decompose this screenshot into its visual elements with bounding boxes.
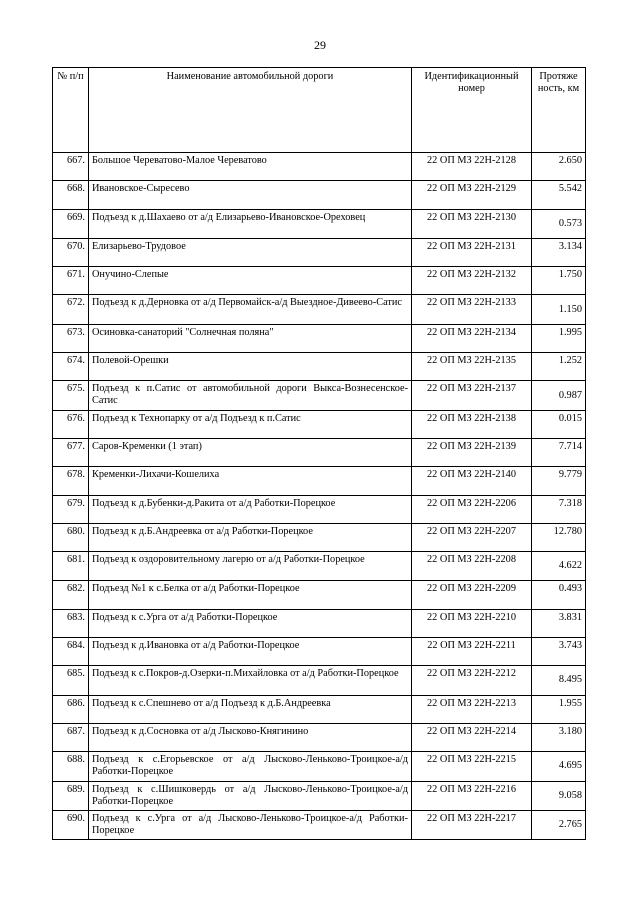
road-name: Подъезд к д.Б.Андреевка от а/д Работки-Порецкое	[89, 523, 412, 551]
header-identification-number: Идентификационный номер	[412, 68, 532, 153]
road-name: Осиновка-санаторий "Солнечная поляна"	[89, 324, 412, 352]
table-row	[53, 267, 586, 295]
row-number: 679.	[53, 495, 89, 523]
road-length: 0.987	[532, 381, 586, 410]
row-number: 688.	[53, 752, 89, 781]
road-id: 22 ОП МЗ 22Н-2139	[412, 438, 532, 466]
table-row	[53, 695, 586, 723]
road-length: 0.015	[532, 410, 586, 438]
road-name: Подъезд к с.Урга от а/д Работки-Порецкое	[89, 609, 412, 637]
road-length: 2.765	[532, 810, 586, 839]
road-id: 22 ОП МЗ 22Н-2137	[412, 381, 532, 410]
row-number: 690.	[53, 810, 89, 839]
road-length: 4.622	[532, 552, 586, 581]
table-row	[53, 438, 586, 466]
road-length: 1.750	[532, 267, 586, 295]
road-id: 22 ОП МЗ 22Н-2132	[412, 267, 532, 295]
road-id: 22 ОП МЗ 22Н-2129	[412, 181, 532, 209]
table-row	[53, 410, 586, 438]
road-name: Кременки-Лихачи-Кошелиха	[89, 467, 412, 495]
road-name: Полевой-Орешки	[89, 353, 412, 381]
table-row	[53, 609, 586, 637]
road-name: Подъезд к п.Сатис от автомобильной дороги Выкса-Вознесенское-Сатис	[89, 381, 412, 410]
road-name: Подъезд к оздоровительному лагерю от а/д Работки-Порецкое	[89, 552, 412, 581]
road-name: Саров-Кременки (1 этап)	[89, 438, 412, 466]
table-row	[53, 295, 586, 324]
page-number: 29	[314, 38, 326, 52]
road-name: Подъезд к д.Дерновка от а/д Первомайск-а/д Выездное-Дивеево-Сатис	[89, 295, 412, 324]
row-number: 667.	[53, 153, 89, 181]
row-number: 677.	[53, 438, 89, 466]
road-id: 22 ОП МЗ 22Н-2206	[412, 495, 532, 523]
road-length: 0.493	[532, 581, 586, 609]
row-number: 686.	[53, 695, 89, 723]
road-id: 22 ОП МЗ 22Н-2213	[412, 695, 532, 723]
road-length: 3.180	[532, 723, 586, 751]
road-id: 22 ОП МЗ 22Н-2215	[412, 752, 532, 781]
row-number: 673.	[53, 324, 89, 352]
road-length: 1.150	[532, 295, 586, 324]
road-id: 22 ОП МЗ 22Н-2217	[412, 810, 532, 839]
road-id: 22 ОП МЗ 22Н-2214	[412, 723, 532, 751]
road-length: 1.955	[532, 695, 586, 723]
road-id: 22 ОП МЗ 22Н-2138	[412, 410, 532, 438]
table-row	[53, 495, 586, 523]
table-row	[53, 153, 586, 181]
row-number: 668.	[53, 181, 89, 209]
row-number: 669.	[53, 209, 89, 238]
road-id: 22 ОП МЗ 22Н-2133	[412, 295, 532, 324]
table-row	[53, 638, 586, 666]
road-length: 7.714	[532, 438, 586, 466]
road-length: 3.134	[532, 238, 586, 266]
table-row	[53, 752, 586, 781]
road-length: 1.995	[532, 324, 586, 352]
table-row	[53, 467, 586, 495]
road-name: Подъезд к д.Бубенки-д.Ракита от а/д Работки-Порецкое	[89, 495, 412, 523]
row-number: 676.	[53, 410, 89, 438]
road-length: 3.743	[532, 638, 586, 666]
road-id: 22 ОП МЗ 22Н-2140	[412, 467, 532, 495]
road-name: Подъезд к Технопарку от а/д Подъезд к п.Сатис	[89, 410, 412, 438]
table-row	[53, 353, 586, 381]
road-length: 9.058	[532, 781, 586, 810]
road-length: 12.780	[532, 523, 586, 551]
road-name: Подъезд к с.Спешнево от а/д Подъезд к д.Б.Андреевка	[89, 695, 412, 723]
header-road-name: Наименование автомобильной дороги	[89, 68, 412, 153]
road-name: Подъезд к с.Шишковердь от а/д Лысково-Леньково-Троицкое-а/д Работки-Порецкое	[89, 781, 412, 810]
road-id: 22 ОП МЗ 22Н-2212	[412, 666, 532, 695]
table-row	[53, 324, 586, 352]
road-length: 0.573	[532, 209, 586, 238]
road-name: Большое Череватово-Малое Череватово	[89, 153, 412, 181]
road-name: Ивановское-Сыресево	[89, 181, 412, 209]
road-name: Подъезд к д.Сосновка от а/д Лысково-Княгинино	[89, 723, 412, 751]
road-name: Подъезд к с.Покров-д.Озерки-п.Михайловка от а/д Работки-Порецкое	[89, 666, 412, 695]
row-number: 681.	[53, 552, 89, 581]
road-name: Подъезд к с.Егорьевское от а/д Лысково-Леньково-Троицкое-а/д Работки-Порецкое	[89, 752, 412, 781]
row-number: 683.	[53, 609, 89, 637]
row-number: 672.	[53, 295, 89, 324]
road-length: 5.542	[532, 181, 586, 209]
row-number: 671.	[53, 267, 89, 295]
road-length: 7.318	[532, 495, 586, 523]
table-row	[53, 810, 586, 839]
table-body	[53, 153, 586, 840]
road-id: 22 ОП МЗ 22Н-2130	[412, 209, 532, 238]
row-number: 680.	[53, 523, 89, 551]
row-number: 689.	[53, 781, 89, 810]
road-name: Подъезд №1 к с.Белка от а/д Работки-Порецкое	[89, 581, 412, 609]
row-number: 684.	[53, 638, 89, 666]
row-number: 687.	[53, 723, 89, 751]
table-row	[53, 581, 586, 609]
road-length: 8.495	[532, 666, 586, 695]
header-number: № п/п	[53, 68, 89, 153]
table-row	[53, 209, 586, 238]
road-length: 1.252	[532, 353, 586, 381]
row-number: 675.	[53, 381, 89, 410]
road-id: 22 ОП МЗ 22Н-2207	[412, 523, 532, 551]
table-header-row	[53, 68, 586, 153]
road-id: 22 ОП МЗ 22Н-2128	[412, 153, 532, 181]
road-length: 9.779	[532, 467, 586, 495]
road-name: Елизарьево-Трудовое	[89, 238, 412, 266]
road-id: 22 ОП МЗ 22Н-2208	[412, 552, 532, 581]
road-id: 22 ОП МЗ 22Н-2131	[412, 238, 532, 266]
table-row	[53, 381, 586, 410]
road-name: Подъезд к д.Ивановка от а/д Работки-Порецкое	[89, 638, 412, 666]
road-name: Подъезд к д.Шахаево от а/д Елизарьево-Ивановское-Ореховец	[89, 209, 412, 238]
road-id: 22 ОП МЗ 22Н-2211	[412, 638, 532, 666]
table-row	[53, 781, 586, 810]
road-id: 22 ОП МЗ 22Н-2135	[412, 353, 532, 381]
row-number: 670.	[53, 238, 89, 266]
row-number: 682.	[53, 581, 89, 609]
header-length: Протяже ность, км	[532, 68, 586, 153]
road-name: Онучино-Слепые	[89, 267, 412, 295]
row-number: 674.	[53, 353, 89, 381]
road-name: Подъезд к с.Урга от а/д Лысково-Леньково-Троицкое-а/д Работки-Порецкое	[89, 810, 412, 839]
road-id: 22 ОП МЗ 22Н-2134	[412, 324, 532, 352]
road-id: 22 ОП МЗ 22Н-2210	[412, 609, 532, 637]
roads-table	[52, 67, 586, 840]
road-id: 22 ОП МЗ 22Н-2216	[412, 781, 532, 810]
road-length: 2.650	[532, 153, 586, 181]
row-number: 678.	[53, 467, 89, 495]
table-row	[53, 666, 586, 695]
road-length: 3.831	[532, 609, 586, 637]
table-row	[53, 238, 586, 266]
table-row	[53, 523, 586, 551]
table-row	[53, 552, 586, 581]
table-row	[53, 723, 586, 751]
table-row	[53, 181, 586, 209]
row-number: 685.	[53, 666, 89, 695]
road-length: 4.695	[532, 752, 586, 781]
road-id: 22 ОП МЗ 22Н-2209	[412, 581, 532, 609]
